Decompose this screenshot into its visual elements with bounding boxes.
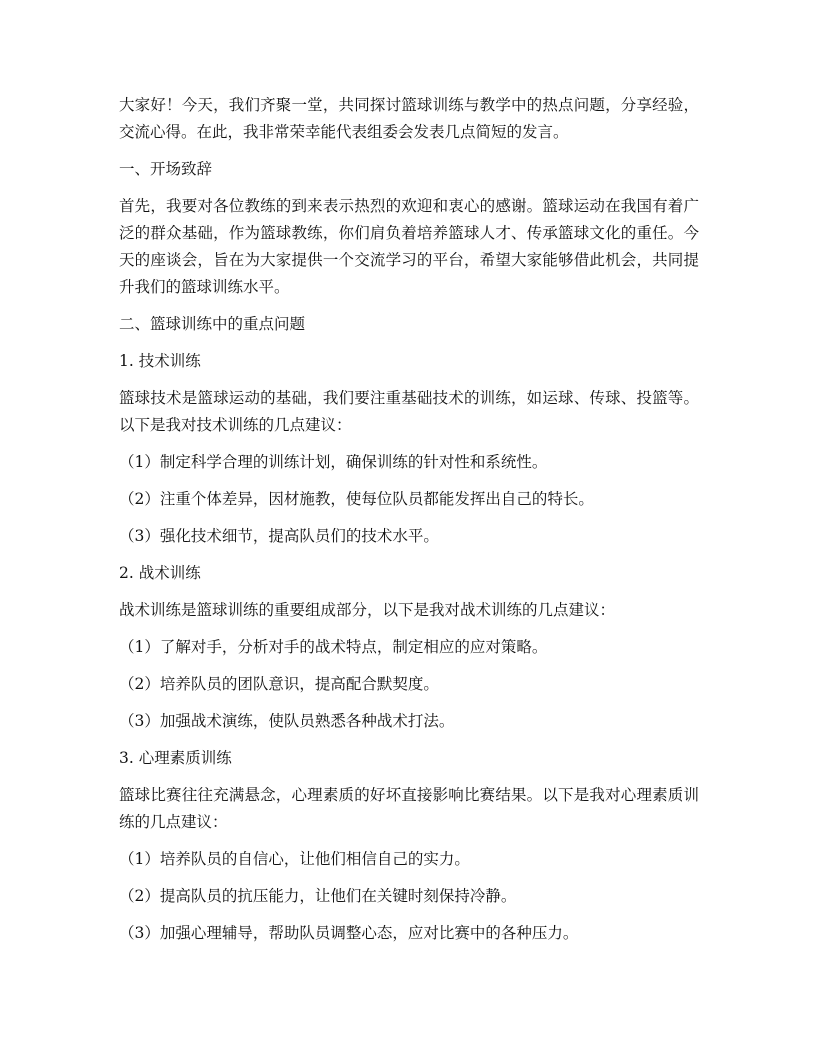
subheading-tactical-training: 2. 战术训练: [119, 564, 201, 582]
list-item: （3）强化技术细节，提高队员们的技术水平。: [119, 527, 439, 545]
list-item: （2）注重个体差异，因材施教，使每位队员都能发挥出自己的特长。: [119, 490, 594, 508]
list-item: （1）制定科学合理的训练计划，确保训练的针对性和系统性。: [119, 453, 548, 471]
document-page: [119, 92, 699, 957]
subheading-mental-training: 3. 心理素质训练: [119, 749, 232, 767]
list-item: （2）提高队员的抗压能力，让他们在关键时刻保持冷静。: [119, 887, 517, 905]
section-heading-opening-remarks: 一、开场致辞: [119, 160, 213, 178]
list-item: （1）培养队员的自信心，让他们相信自己的实力。: [119, 850, 470, 868]
technical-training-paragraph: 篮球技术是篮球运动的基础，我们要注重基础技术的训练，如运球、传球、投篮等。以下是我对技术训练的几点建议：: [119, 389, 699, 434]
list-item: （2）培养队员的团队意识，提高配合默契度。: [119, 675, 439, 693]
list-item: （3）加强心理辅导，帮助队员调整心态，应对比赛中的各种压力。: [119, 924, 579, 942]
section-heading-key-issues: 二、篮球训练中的重点问题: [119, 315, 306, 333]
welcome-paragraph: 首先，我要对各位教练的到来表示热烈的欢迎和衷心的感谢。篮球运动在我国有着广泛的群众基础，作为篮球教练，你们肩负着培养篮球人才、传承篮球文化的重任。今天的座谈会，旨在为大家提供一个交流学习的平台，希望大家能够借此机会，共同提升我们的篮球训练水平。: [119, 197, 699, 296]
opening-paragraph: 大家好！今天，我们齐聚一堂，共同探讨篮球训练与教学中的热点问题，分享经验，交流心得。在此，我非常荣幸能代表组委会发表几点简短的发言。: [119, 96, 699, 141]
mental-training-paragraph: 篮球比赛往往充满悬念，心理素质的好坏直接影响比赛结果。以下是我对心理素质训练的几点建议：: [119, 786, 699, 831]
tactical-training-paragraph: 战术训练是篮球训练的重要组成部分，以下是我对战术训练的几点建议：: [119, 601, 616, 619]
subheading-technical-training: 1. 技术训练: [119, 352, 201, 370]
list-item: （1）了解对手，分析对手的战术特点，制定相应的应对策略。: [119, 638, 548, 656]
list-item: （3）加强战术演练，使队员熟悉各种战术打法。: [119, 712, 455, 730]
